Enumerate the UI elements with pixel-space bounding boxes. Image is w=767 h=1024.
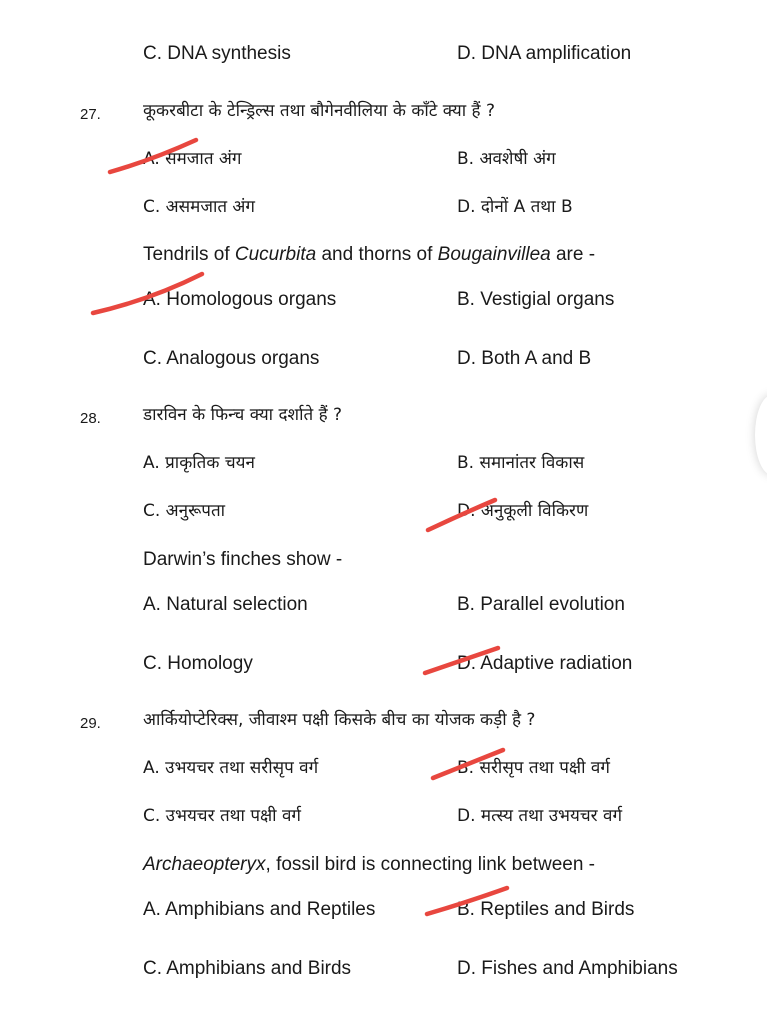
- q27-question-text-1: Tendrils of: [143, 244, 235, 265]
- q29-hindi-option-a: A. उभयचर तथा सरीसृप वर्ग: [143, 758, 319, 778]
- q29-english-option-b: B. Reptiles and Birds: [457, 899, 635, 920]
- q27-hindi-question: कूकरबीटा के टेन्ड्रिल्स तथा बौगेनवीलिया के काँटे क्या हैं ?: [143, 101, 495, 121]
- q27-english-option-b: B. Vestigial organs: [457, 289, 615, 310]
- q27-english-option-c: C. Analogous organs: [143, 348, 320, 369]
- q29-question-text: , fossil bird is connecting link between -: [265, 854, 596, 875]
- q29-english-option-c: C. Amphibians and Birds: [143, 958, 352, 979]
- q29-number: 29.: [80, 715, 101, 732]
- q27-question-bougainvillea: Bougainvillea: [437, 244, 551, 265]
- q28-english-option-d: D. Adaptive radiation: [457, 653, 633, 674]
- q27-english-question: [143, 245, 595, 264]
- q28-english-option-a: A. Natural selection: [143, 594, 308, 615]
- q29-hindi-question: आर्कियोप्टेरिक्स, जीवाश्म पक्षी किसके बीच का योजक कड़ी है ?: [143, 710, 536, 730]
- q28-english-option-c: C. Homology: [143, 653, 253, 674]
- q27-question-text-3: are -: [550, 244, 596, 265]
- q29-hindi-option-d: D. मत्स्य तथा उभयचर वर्ग: [457, 806, 623, 826]
- q27-number: 27.: [80, 106, 101, 123]
- q28-hindi-option-c: C. अनुरूपता: [143, 501, 226, 521]
- q29-hindi-option-c: C. उभयचर तथा पक्षी वर्ग: [143, 806, 301, 826]
- q28-english-option-b: B. Parallel evolution: [457, 594, 625, 615]
- q27-hindi-option-d: D. दोनों A तथा B: [457, 197, 573, 217]
- q29-english-option-a: A. Amphibians and Reptiles: [143, 899, 376, 920]
- q27-hindi-option-a: A. समजात अंग: [143, 149, 242, 169]
- q26-option-c: C. DNA synthesis: [143, 43, 291, 64]
- q27-english-option-a: A. Homologous organs: [143, 289, 337, 310]
- q26-option-d: D. DNA amplification: [457, 43, 632, 64]
- q27-english-option-d: D. Both A and B: [457, 348, 592, 369]
- q28-hindi-option-a: A. प्राकृतिक चयन: [143, 453, 255, 473]
- q27-question-cucurbita: Cucurbita: [234, 244, 317, 265]
- q27-hindi-option-c: C. असमजात अंग: [143, 197, 255, 217]
- q29-question-archaeopteryx: Archaeopteryx: [143, 854, 266, 875]
- q27-hindi-option-b: B. अवशेषी अंग: [457, 149, 556, 169]
- q29-english-option-d: D. Fishes and Amphibians: [457, 958, 678, 979]
- q28-hindi-option-d: D. अनुकूली विकिरण: [457, 501, 589, 521]
- q28-number: 28.: [80, 410, 101, 427]
- q28-english-question: Darwin’s finches show -: [143, 549, 343, 570]
- q28-hindi-option-b: B. समानांतर विकास: [457, 453, 585, 473]
- q29-hindi-option-b: B. सरीसृप तथा पक्षी वर्ग: [457, 758, 610, 778]
- scroll-edge-handle[interactable]: [755, 395, 767, 475]
- q28-hindi-question: डारविन के फिन्च क्या दर्शाते हैं ?: [143, 405, 343, 425]
- q27-question-text-2: and thorns of: [316, 244, 438, 265]
- q29-english-question: [143, 855, 595, 874]
